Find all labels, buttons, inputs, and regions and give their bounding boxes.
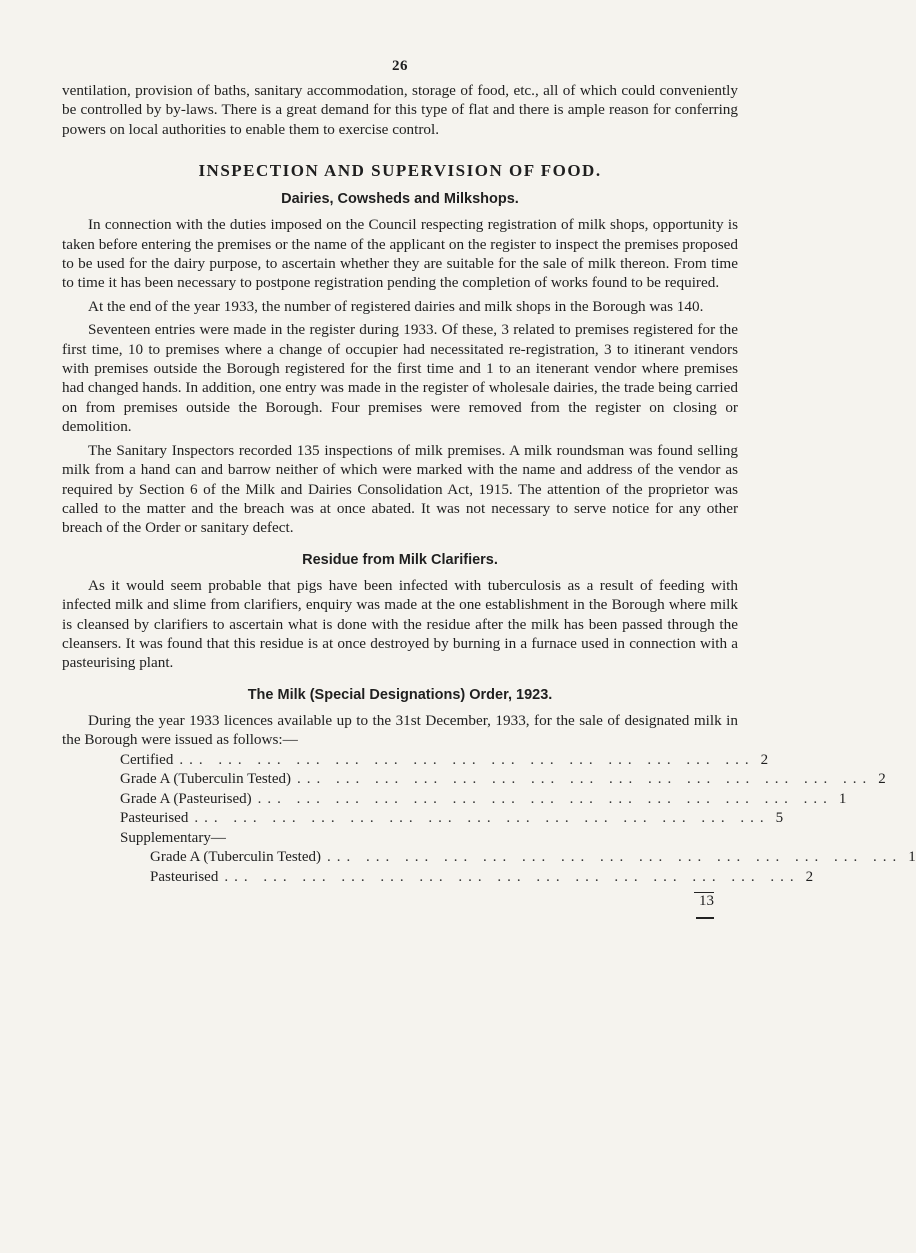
dairies-paragraph-4: The Sanitary Inspectors recorded 135 inspections of milk premises. A milk roundsman was found selling milk from a hand can and barrow neither of which were marked with the name and address of the vendor as required by Section 6 of the Milk and Dairies Consolidation Act, 1915. The attention of the proprietor was called to the matter and the breach was at once abated. It was not necessary to serve notice for any other breach of the Order or sanitary defect. [62, 441, 738, 537]
residue-heading: Residue from Milk Clarifiers. [302, 551, 498, 568]
leader-dots: ... ... ... ... ... ... ... ... ... ... ... ... ... ... ... [327, 849, 903, 866]
leader-dots: ... ... ... ... ... ... ... ... ... ... ... ... ... ... ... [297, 771, 873, 788]
intro-paragraph: ventilation, provision of baths, sanitary accommodation, storage of food, etc., all of which could conveniently be controlled by by-laws. There is a great demand for this type of flat and there is ample reason for conferring powers on local authorities to enable them to exercise control. [62, 82, 738, 138]
supplementary-label: Supplementary— [120, 829, 226, 846]
dairies-paragraph-2: At the end of the year 1933, the number of registered dairies and milk shops in the Borough was 140. [88, 297, 704, 315]
licence-row [120, 790, 847, 811]
dairies-paragraph-1: In connection with the duties imposed on the Council respecting registration of milk shops, opportunity is taken before entering the premises or the name of the applicant on the register to inspect the premises proposed to be used for the dairy purpose, to ascertain whether they are suitable for the sale of milk thereon. From time to time it has been necessary to postpone registration pending the completion of works found to be required. [62, 216, 738, 292]
milk-order-heading: The Milk (Special Designations) Order, 1923. [247, 686, 553, 703]
dairies-paragraph-3: Seventeen entries were made in the register during 1933. Of these, 3 related to premises registered for the first time, 10 to premises where a change of occupier had necessitated re-registration, 3 to itinerant vendors with premises outside the Borough registered for the first time and 1 to an itenerant vendor where premises had changed hands. In addition, one entry was made in the register of wholesale dairies, the trade being carried on from premises outside the Borough. Four premises were removed from the register on closing or demolition. [62, 321, 738, 436]
licence-label: Grade A (Tuberculin Tested) [120, 771, 292, 788]
licence-count: 2 [760, 751, 769, 768]
licence-row [120, 810, 784, 830]
licence-count: 5 [775, 810, 784, 827]
milk-order-paragraph: During the year 1933 licences available up to the 31st December, 1933, for the sale of designated milk in the Borough were issued as follows:— [62, 711, 738, 749]
licence-row [120, 771, 886, 791]
licence-label: Grade A (Pasteurised) [120, 790, 252, 807]
leader-dots: ... ... ... ... ... ... ... ... ... ... ... ... ... ... ... [194, 810, 770, 827]
supplementary-row [120, 830, 714, 850]
licence-list [120, 751, 916, 920]
leader-dots: ... ... ... ... ... ... ... ... ... ... ... ... ... ... ... [224, 868, 800, 885]
licence-count: 1 [908, 849, 916, 866]
licence-label: Pasteurised [120, 810, 189, 827]
licence-row [120, 751, 769, 772]
leader-dots: ... ... ... ... ... ... ... ... ... ... ... ... ... ... ... [257, 790, 833, 807]
page-number: 26 [392, 58, 408, 74]
licence-label: Pasteurised [150, 868, 219, 885]
licence-label: Grade A (Tuberculin Tested) [150, 849, 322, 866]
supplementary-licence-row [120, 868, 814, 889]
section-title: INSPECTION AND SUPERVISION OF FOOD. [198, 161, 602, 181]
licence-total: 13 [699, 893, 714, 910]
total-double-rule [696, 917, 714, 919]
licence-count: 2 [878, 771, 886, 788]
licence-count: 1 [838, 790, 847, 807]
licence-label: Certified [120, 751, 174, 768]
total-row [120, 893, 714, 915]
residue-paragraph: As it would seem probable that pigs have been infected with tuberculosis as a result of feeding with infected milk and slime from clarifiers, enquiry was made at the one establishment in the Borough where milk is cleansed by clarifiers to ascertain what is done with the residue after the milk has been passed through the cleansers. It was found that this residue is at once destroyed by burning in a furnace used in connection with a pasteurising plant. [62, 576, 738, 672]
dairies-heading: Dairies, Cowsheds and Milkshops. [281, 191, 519, 208]
supplementary-licence-row [120, 849, 916, 869]
licence-count: 2 [805, 868, 814, 885]
leader-dots: ... ... ... ... ... ... ... ... ... ... ... ... ... ... ... [179, 751, 755, 768]
